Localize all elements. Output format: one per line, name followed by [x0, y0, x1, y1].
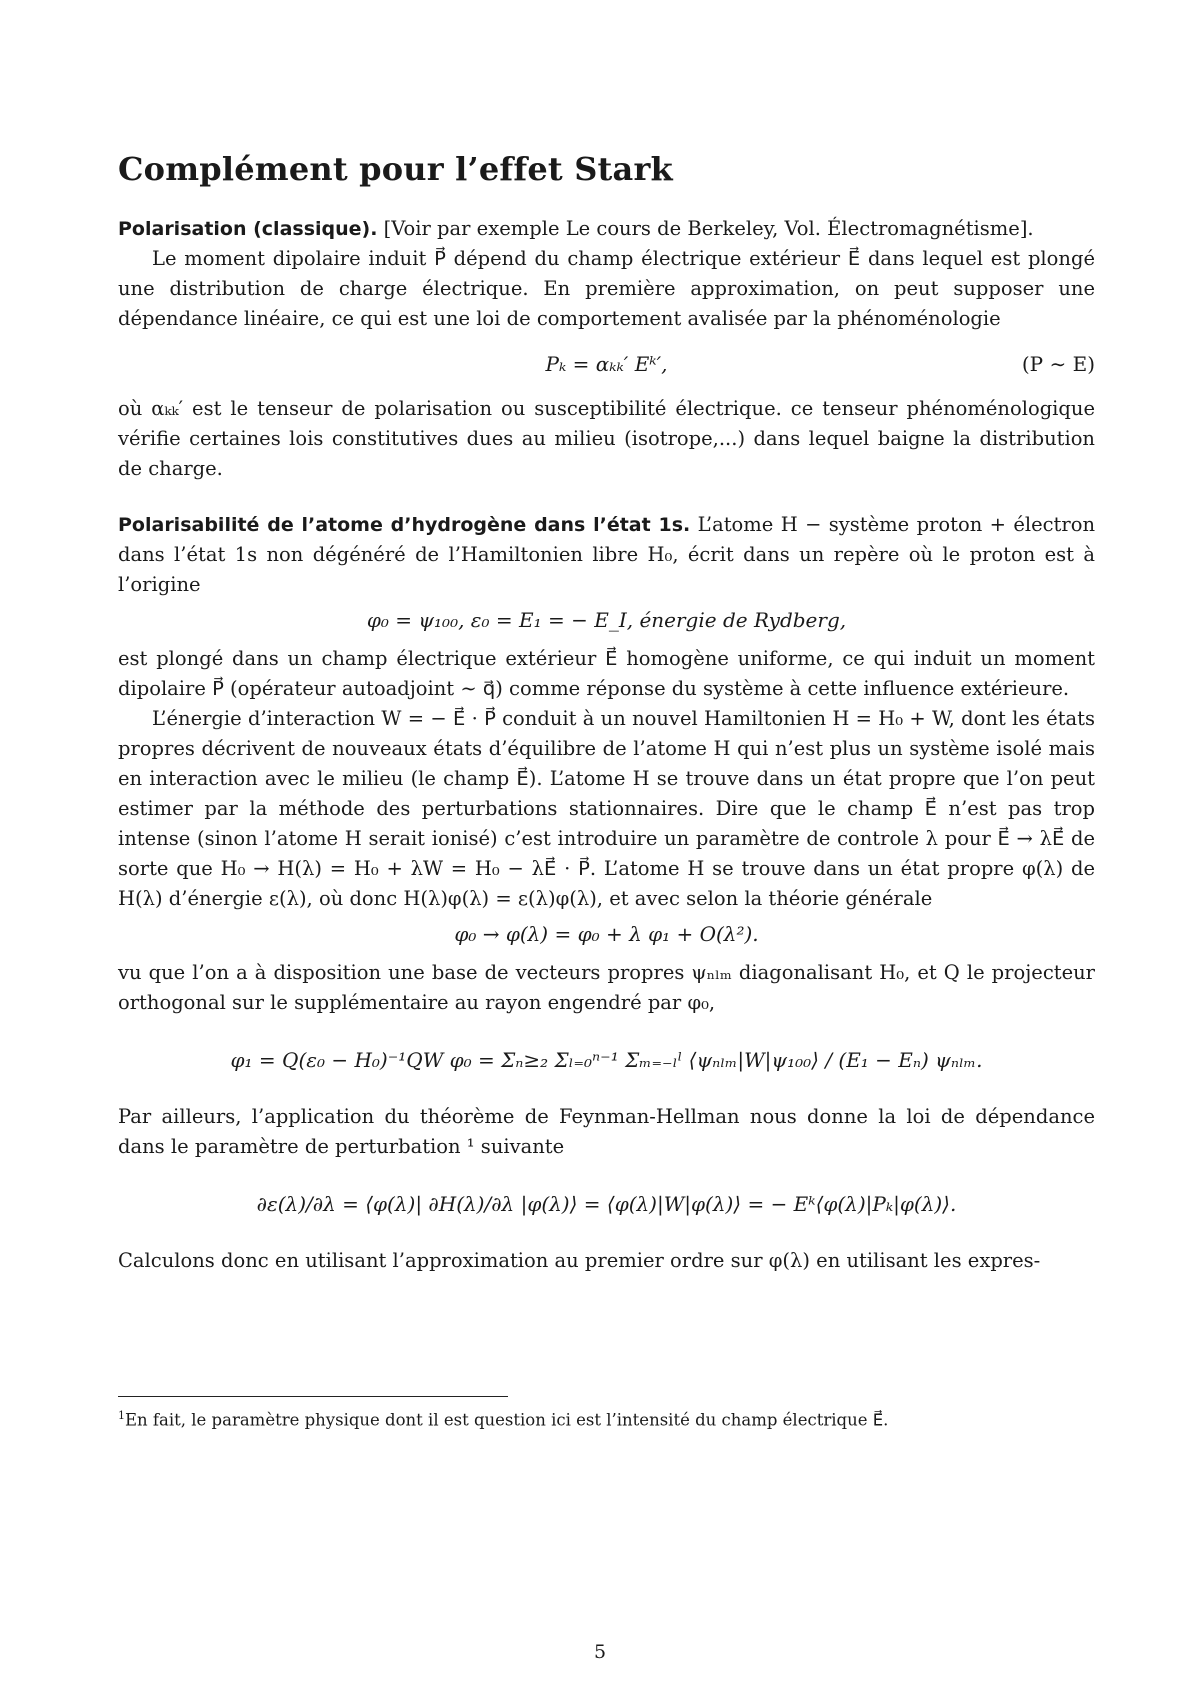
- equation-feynman-hellman: ∂ε(λ)/∂λ = ⟨φ(λ)| ∂H(λ)/∂λ |φ(λ)⟩ = ⟨φ(λ)|W|φ(λ)⟩ = − Eᵏ⟨φ(λ)|Pₖ|φ(λ)⟩.: [256, 1192, 957, 1216]
- equation-ground-state: φ₀ = ψ₁₀₀, ε₀ = E₁ = − E_I, énergie de Rydberg,: [366, 608, 847, 632]
- section-2-paragraph-3: L’énergie d’interaction W = − E⃗ · P⃗ conduit à un nouvel Hamiltonien H = H₀ + W, dont les états propres décrivent de nouveaux états d’équilibre de l’atome H qui n’est plus un système isolé mais en interaction avec le milieu (le champ E⃗). L’atome H se trouve dans un état propre que l’on peut estimer par la méthode des perturbations stationnaires. Dire que le champ E⃗ n’est pas trop intense (sinon l’atome H serait ionisé) c’est introduire un paramètre de controle λ pour E⃗ → λE⃗ de sorte que H₀ → H(λ) = H₀ + λW = H₀ − λE⃗ · P⃗. L’atome H se trouve dans un état propre φ(λ) de H(λ) d’énergie ε(λ), où donc H(λ)φ(λ) = ε(λ)φ(λ), et avec selon la théorie générale: [118, 707, 1095, 910]
- section-2-intro: [118, 510, 1095, 600]
- section-2-paragraph-2: est plongé dans un champ électrique extérieur E⃗ homogène uniforme, ce qui induit un moment dipolaire P⃗ (opérateur autoadjoint ∼ q⃗) comme réponse du système à cette influence extérieure.: [118, 647, 1095, 700]
- section-2-paragraph-5: Par ailleurs, l’application du théorème de Feynman-Hellman nous donne la loi de dépendance dans le paramètre de perturbation ¹ suivante: [118, 1105, 1095, 1158]
- section-1-intro: [118, 214, 1095, 244]
- page-title: Complément pour l’effet Stark: [118, 150, 673, 188]
- equation-first-order: φ₁ = Q(ε₀ − H₀)⁻¹QW φ₀ = Σₙ≥₂ Σₗ₌₀ⁿ⁻¹ Σₘ₌₋ₗˡ ⟨ψₙₗₘ|W|ψ₁₀₀⟩ / (E₁ − Eₙ) ψₙₗₘ.: [230, 1048, 983, 1072]
- equation-body: Pₖ = αₖₖ′ Eᵏ′,: [545, 352, 668, 376]
- section-2-paragraph-4: vu que l’on a à disposition une base de vecteurs propres ψₙₗₘ diagonalisant H₀, et Q le projecteur orthogonal sur le supplémentaire au rayon engendré par φ₀,: [118, 961, 1095, 1014]
- section-1-reference: [Voir par exemple Le cours de Berkeley, Vol. Électromagnétisme].: [383, 217, 1034, 240]
- equation-tag: (P ∼ E): [1021, 352, 1095, 376]
- page-number: 5: [593, 1641, 607, 1663]
- footnote-text: En fait, le paramètre physique dont il est question ici est l’intensité du champ électrique E⃗.: [125, 1410, 889, 1430]
- document-page: [118, 150, 1095, 1276]
- equation-polarisation: [118, 348, 1095, 380]
- section-1-paragraph-1: Le moment dipolaire induit P⃗ dépend du champ électrique extérieur E⃗ dans lequel est plongé une distribution de charge électrique. En première approximation, on peut supposer une dépendance linéaire, ce qui est une loi de comportement avalisée par la phénoménologie: [118, 247, 1095, 330]
- equation-perturbation: φ₀ → φ(λ) = φ₀ + λ φ₁ + O(λ²).: [454, 922, 759, 946]
- section-2-paragraph-1: L’atome H − système proton + électron dans l’état 1s non dégénéré de l’Hamiltonien libre H₀, écrit dans un repère où le proton est à l’origine: [118, 513, 1096, 596]
- footnote: [118, 1404, 1095, 1433]
- section-1-paragraph-2: où αₖₖ′ est le tenseur de polarisation ou susceptibilité électrique. ce tenseur phénoménologique vérifie certaines lois constitutives dues au milieu (isotrope,...) dans lequel baigne la distribution de charge.: [118, 397, 1095, 480]
- section-1-heading: Polarisation (classique).: [118, 218, 378, 240]
- section-2-paragraph-6: Calculons donc en utilisant l’approximation au premier ordre sur φ(λ) en utilisant les expres-: [118, 1249, 1041, 1272]
- footnote-rule: [118, 1396, 508, 1397]
- footnote-mark: 1: [118, 1409, 125, 1422]
- section-2-heading: Polarisabilité de l’atome d’hydrogène dans l’état 1s.: [118, 514, 691, 536]
